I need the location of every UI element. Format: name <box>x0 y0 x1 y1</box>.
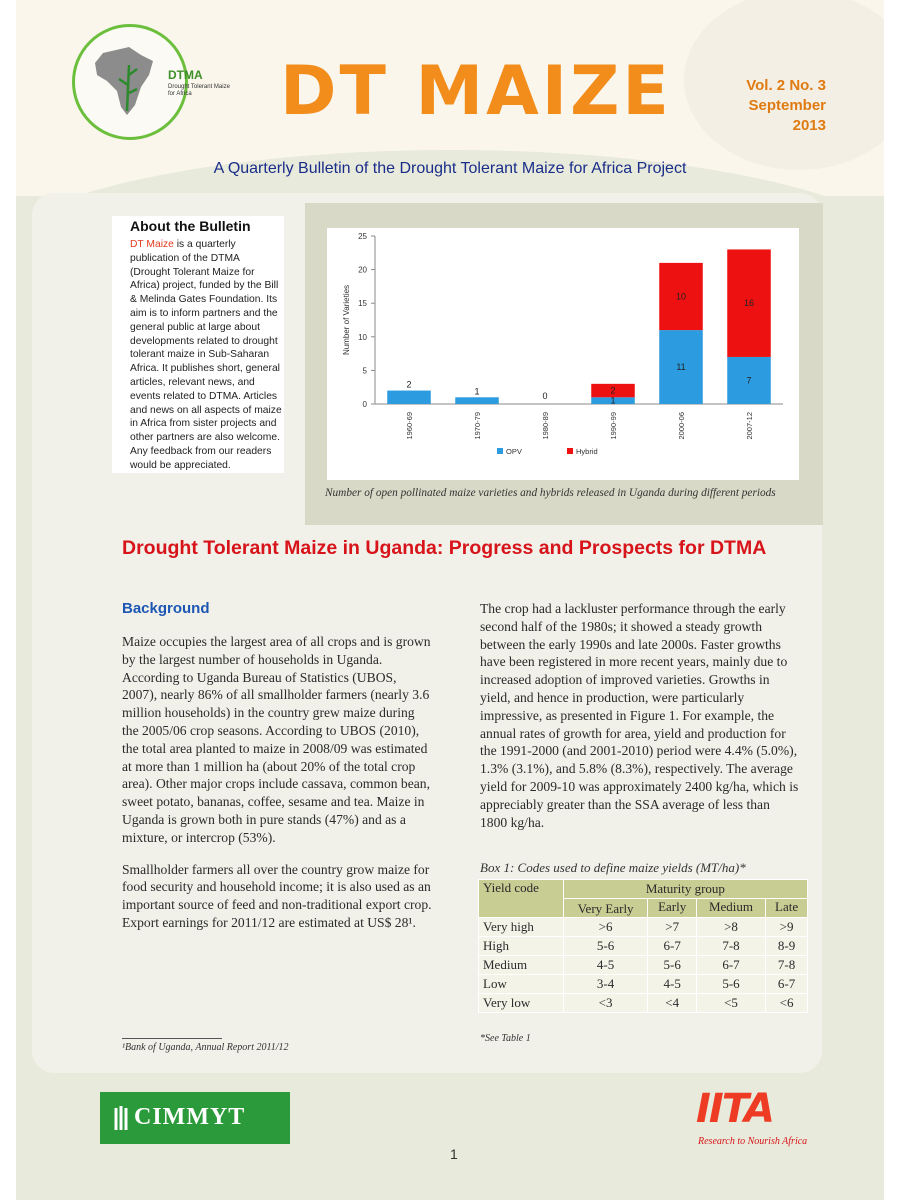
table-cell: Very low <box>479 994 564 1013</box>
iita-slogan: Research to Nourish Africa <box>698 1136 808 1147</box>
table-cell: 7-8 <box>766 956 808 975</box>
data-label: 1 <box>474 386 480 397</box>
table-title: Box 1: Codes used to define maize yields (MT/ha)* <box>480 860 746 875</box>
table-cell: 4-5 <box>563 956 648 975</box>
table-cell: <4 <box>648 994 696 1013</box>
table-header: Late <box>766 899 808 918</box>
about-lead: DT Maize <box>130 239 174 250</box>
y-tick-label: 20 <box>358 265 367 275</box>
table-row <box>479 956 808 975</box>
x-tick-label: 1980-89 <box>541 412 550 440</box>
cimmyt-name: CIMMYT <box>134 1104 246 1130</box>
paragraph: Maize occupies the largest area of all crops and is grown by the largest number of households in Uganda. According to Uganda Bureau of Statistics (UBOS, 2007), nearly 86% of all smallholder farmers (nearly 3.6 million households) in the country grew maize during the 2005/06 crop seasons. According to UBOS (2010), the total area planted to maize in 2008/09 was estimated at more than 1 million ha (about 20% of the total crop area). Other major crops include cassava, common bean, sweet potato, bananas, coffee, sesame and tea. Maize in Uganda is grown both in pure stands (47%) and as a mixture, or intercrop (53%). <box>122 634 431 845</box>
y-axis-label: Number of Varieties <box>342 284 351 356</box>
y-tick-label: 25 <box>358 232 367 241</box>
data-label: 2 <box>610 385 616 396</box>
page-number: 1 <box>450 1146 458 1162</box>
x-tick-label: 2007-12 <box>745 412 754 440</box>
table-cell: <3 <box>563 994 648 1013</box>
table-header: Very Early <box>563 899 648 918</box>
table-cell: Very high <box>479 918 564 937</box>
legend-swatch <box>497 448 503 454</box>
data-label: 10 <box>675 291 687 302</box>
article-headline: Drought Tolerant Maize in Uganda: Progress and Prospects for DTMA <box>122 537 767 559</box>
about-heading: About the Bulletin <box>130 218 251 234</box>
footnote: ¹Bank of Uganda, Annual Report 2011/12 <box>122 1042 289 1053</box>
left-column <box>122 633 434 946</box>
chart-box <box>305 203 823 525</box>
table-header: Early <box>648 899 696 918</box>
y-tick-label: 10 <box>358 332 367 342</box>
data-label: 0 <box>542 391 548 401</box>
data-label: 16 <box>743 298 755 309</box>
table-header: Medium <box>696 899 765 918</box>
table-cell: >9 <box>766 918 808 937</box>
table-cell: Low <box>479 975 564 994</box>
tagline: A Quarterly Bulletin of the Drought Tolerant Maize for Africa Project <box>213 160 687 177</box>
y-tick-label: 0 <box>362 400 367 409</box>
table-cell: >8 <box>696 918 765 937</box>
paragraph: Smallholder farmers all over the country grow maize for food security and household income; it is also used as an important source of feed and non-traditional export crop. Export earnings for 2011/12 are estimated at US$ 28¹. <box>122 861 432 930</box>
bar-chart <box>327 228 799 480</box>
chart-area <box>327 228 799 480</box>
table-cell: 7-8 <box>696 937 765 956</box>
footnote-divider <box>122 1038 222 1039</box>
y-tick-label: 15 <box>358 299 367 309</box>
x-tick-label: 1960-69 <box>405 412 414 440</box>
table-row <box>479 994 808 1013</box>
table-cell: 5-6 <box>563 937 648 956</box>
table-header: Maturity group <box>563 880 807 899</box>
table-cell: 6-7 <box>696 956 765 975</box>
about-body: is a quarterly publication of the DTMA (Drought Tolerant Maize for Africa) project, funded by the Bill & Melinda Gates Foundation. Its aim is to inform partners and the general public at large about developments related to drought tolerant maize in Sub-Saharan Africa. It publishes short, general articles, relevant news, and events related to DTMA. Articles and news on all aspects of maize in Africa from sister projects and other partners are also welcome. Any feedback from our readers would be appreciated. <box>130 239 282 471</box>
logo-name: DTMA <box>168 68 203 82</box>
table-cell: 5-6 <box>648 956 696 975</box>
table-cell: 3-4 <box>563 975 648 994</box>
table-cell: 8-9 <box>766 937 808 956</box>
table-cell: <6 <box>766 994 808 1013</box>
legend-swatch <box>567 448 573 454</box>
yield-table <box>478 879 808 1013</box>
table-cell: <5 <box>696 994 765 1013</box>
right-column <box>480 600 800 845</box>
africa-map-icon <box>83 35 173 125</box>
masthead-title: DT MAIZE <box>280 52 672 131</box>
table-cell: 6-7 <box>648 937 696 956</box>
paragraph: The crop had a lackluster performance through the early second half of the 1980s; it showed a steady growth between the early 1990s and late 2000s. Faster growths have been registered in more recent years, mainly due to increased adoption of improved varieties. Growths in yield, and hence in production, were particularly impressive, as presented in Figure 1. For example, the annual rates of growth for area, yield and production for the 1991-2000 (and 2001-2010) period were 4.4% (5.0%), 1.3% (3.1%), and 5.8% (8.3%), respectively. The average yield for 2009-10 was approximately 2400 kg/ha, which is appreciably greater than the SSA average of less than 1800 kg/ha. <box>480 601 799 830</box>
legend-label: Hybrid <box>576 447 598 456</box>
table-row <box>479 937 808 956</box>
bar-opv <box>455 397 499 404</box>
chart-caption: Number of open pollinated maize varieties and hybrids released in Uganda during different periods <box>325 487 776 499</box>
bar-opv <box>387 391 431 404</box>
issue-info <box>746 76 826 136</box>
issue-month: September <box>748 97 826 114</box>
table-note: *See Table 1 <box>480 1033 531 1044</box>
table-row <box>479 975 808 994</box>
logo-subtitle: Drought Tolerant Maize for Africa <box>168 84 230 97</box>
table-cell: Medium <box>479 956 564 975</box>
data-label: 1 <box>610 395 616 406</box>
table-header: Yield code <box>479 880 564 918</box>
x-tick-label: 1990-99 <box>609 412 618 440</box>
dtma-logo <box>72 24 188 140</box>
table-cell: >6 <box>563 918 648 937</box>
table-cell: 6-7 <box>766 975 808 994</box>
table-cell: >7 <box>648 918 696 937</box>
legend-label: OPV <box>506 447 522 456</box>
section-heading: Background <box>122 600 210 617</box>
table-cell: 5-6 <box>696 975 765 994</box>
issue-volume: Vol. 2 No. 3 <box>746 77 826 94</box>
iita-logo: IITA <box>696 1086 773 1132</box>
data-label: 2 <box>406 379 412 390</box>
table-row <box>479 918 808 937</box>
y-tick-label: 5 <box>362 366 367 376</box>
x-tick-label: 2000-06 <box>677 412 686 440</box>
data-label: 11 <box>676 362 686 373</box>
data-label: 7 <box>746 375 752 386</box>
x-tick-label: 1970-79 <box>473 412 482 440</box>
table-cell: 4-5 <box>648 975 696 994</box>
cimmyt-logo <box>100 1092 290 1144</box>
table-cell: High <box>479 937 564 956</box>
about-text <box>130 238 282 473</box>
about-bulletin-box <box>112 216 284 473</box>
issue-year: 2013 <box>792 117 826 134</box>
wheat-icon <box>112 1104 130 1132</box>
